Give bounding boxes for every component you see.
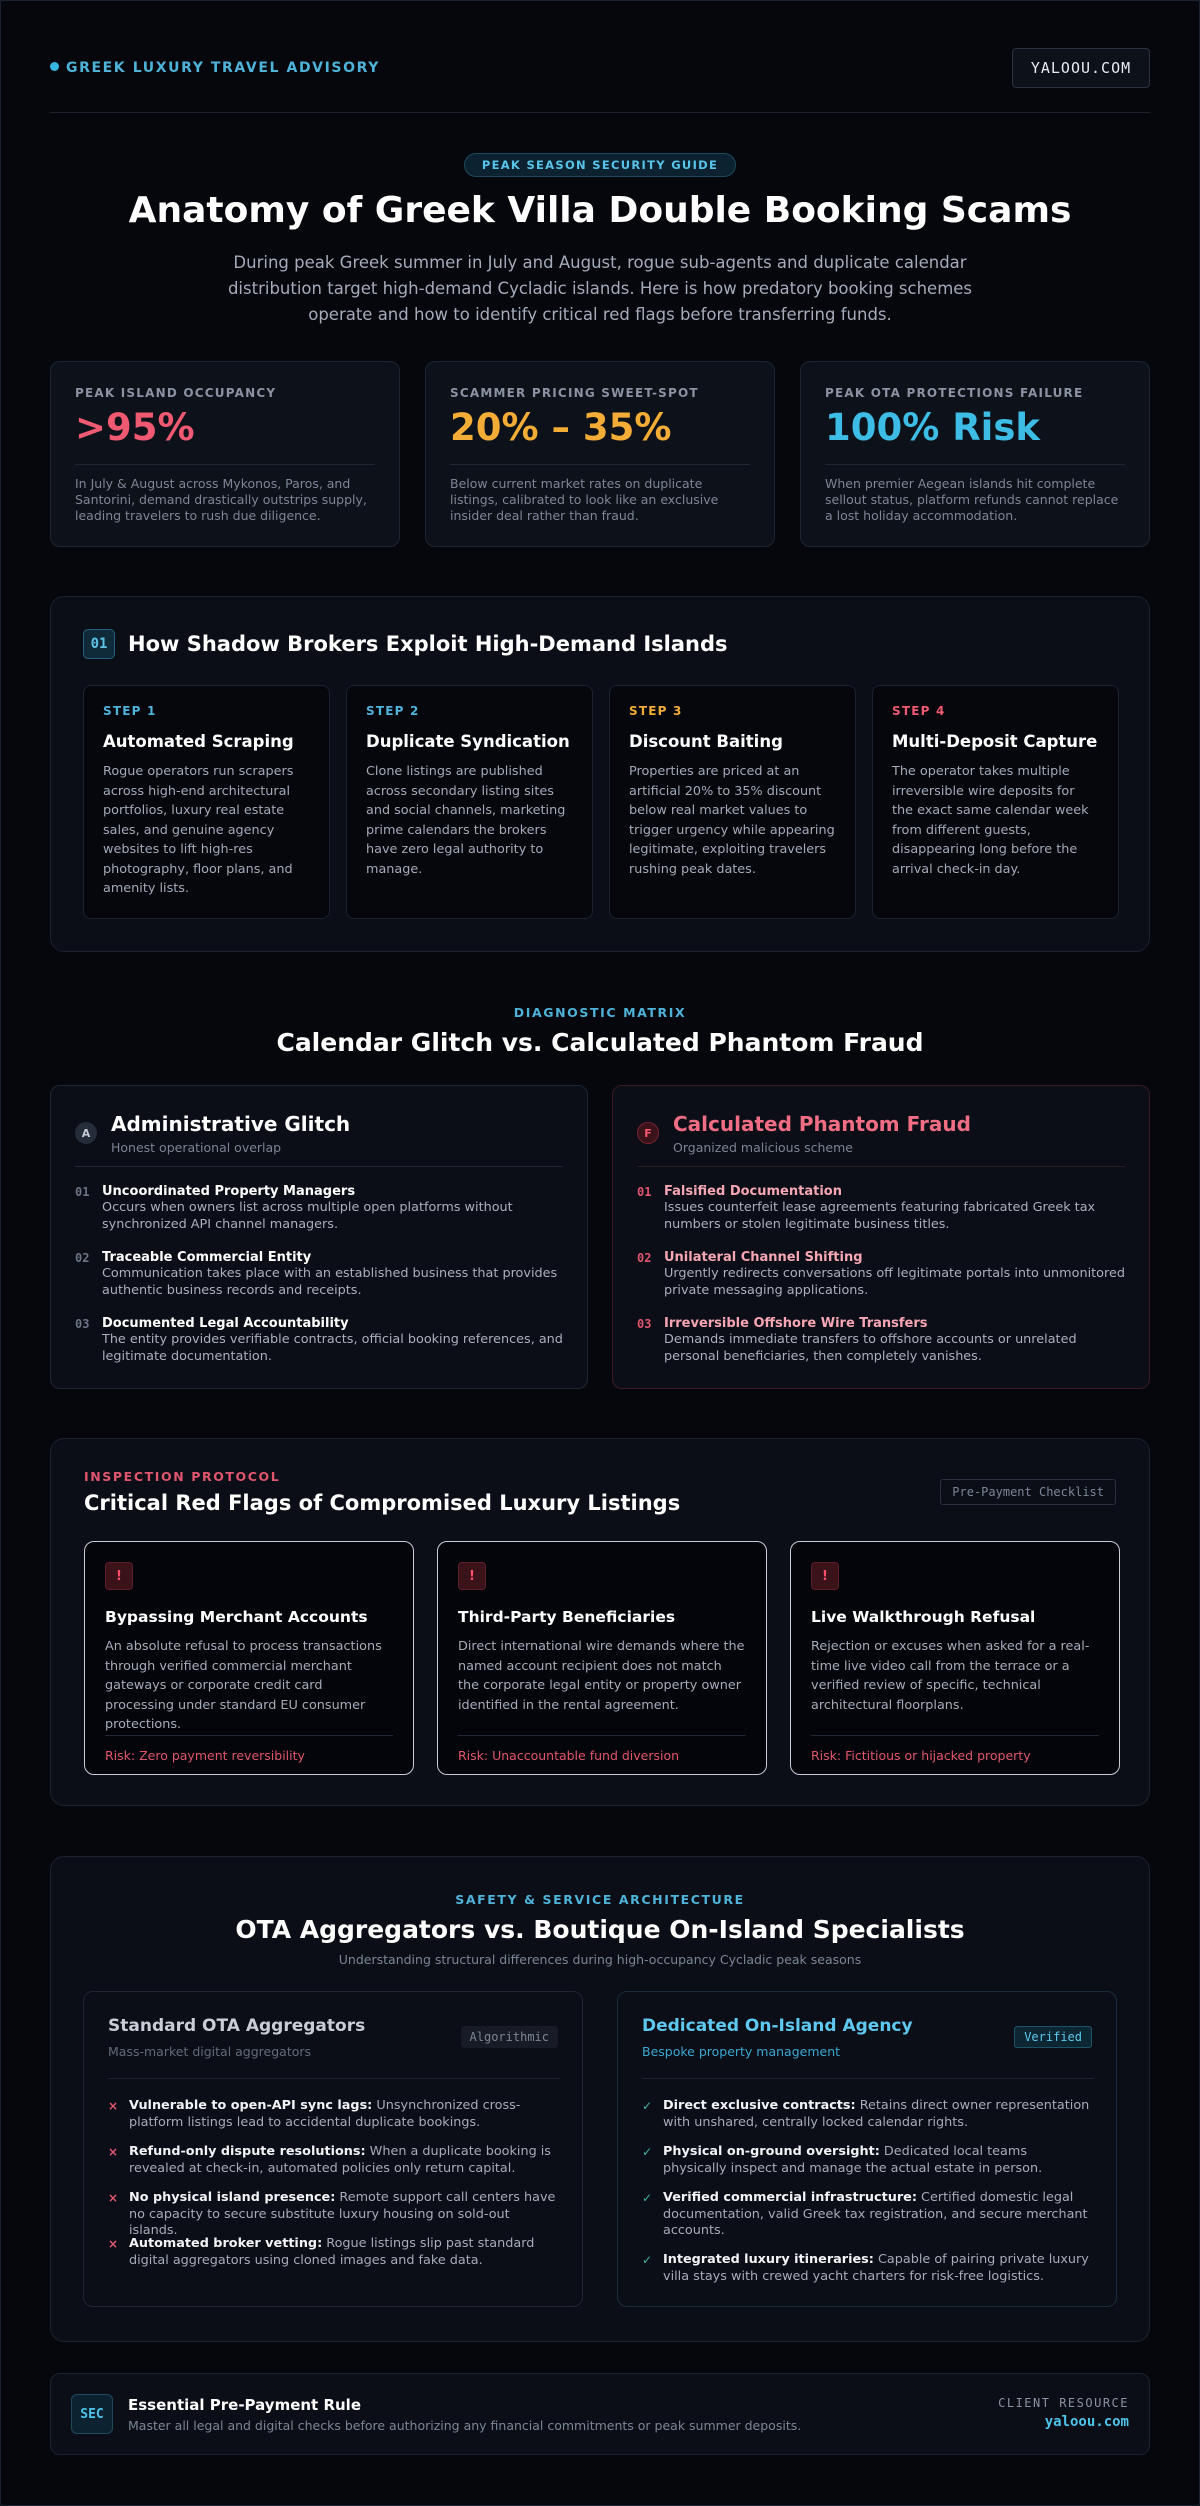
compare-subtitle: Understanding structural differences during high-occupancy Cycladic peak seasons xyxy=(338,1952,862,1967)
item-heading: Verified commercial infrastructure: xyxy=(663,2190,917,2205)
item-heading: Integrated luxury itineraries: xyxy=(663,2252,874,2267)
compare-title: OTA Aggregators vs. Boutique On-Island Specialists xyxy=(235,1915,965,1944)
glitch-subtitle: Honest operational overlap xyxy=(111,1140,282,1155)
close-icon: × xyxy=(108,2237,119,2251)
item-heading: Vulnerable to open-API sync lags: xyxy=(129,2098,373,2113)
step-number: STEP 2 xyxy=(366,704,420,718)
card-divider xyxy=(811,1735,1099,1736)
step-card xyxy=(609,685,856,919)
item-number: 02 xyxy=(75,1251,90,1265)
item-number: 03 xyxy=(75,1317,90,1331)
item-heading: Direct exclusive contracts: xyxy=(663,2098,856,2113)
red-flag-title: Bypassing Merchant Accounts xyxy=(105,1608,368,1626)
close-icon: × xyxy=(108,2191,119,2205)
stat-value: 100% Risk xyxy=(825,406,1040,449)
item-description: Remote support call centers have no capacity to secure substitute luxury housing on sold-out islands. xyxy=(129,2190,556,2238)
red-flag-description: Direct international wire demands where the named account recipient does not match the corporate legal entity or property owner identified in the rental agreement. xyxy=(458,1639,745,1713)
fraud-badge-icon: F xyxy=(637,1122,659,1144)
stat-card-ota-failure xyxy=(800,361,1150,547)
red-flag-description: Rejection or excuses when asked for a real-time live video call from the terrace or a verified review of specific, technical architectural floorplans. xyxy=(811,1639,1090,1713)
item-heading: Falsified Documentation xyxy=(664,1184,842,1199)
item-description: When a duplicate booking is revealed at check-in, automated policies only return capital. xyxy=(129,2144,551,2176)
header-divider xyxy=(50,112,1150,113)
list-item xyxy=(642,2098,1094,2131)
card-divider xyxy=(642,2078,1094,2079)
risk-label: Risk: Unaccountable fund diversion xyxy=(458,1748,680,1763)
page-subtitle: During peak Greek summer in July and August, rogue sub-agents and duplicate calendar distribution target high-demand Cycladic islands. Here is how predatory booking schemes operate and how to identify critical red flags before transferring funds. xyxy=(227,253,973,324)
item-number: 02 xyxy=(637,1251,652,1265)
item-number: 01 xyxy=(75,1185,90,1199)
red-flags-section xyxy=(50,1438,1150,1806)
stat-description: In July & August across Mykonos, Paros, and Santorini, demand drastically outstrips supply, leading travelers to rush due diligence. xyxy=(75,476,367,523)
brand[interactable] xyxy=(50,60,380,76)
footer-title: Essential Pre-Payment Rule xyxy=(128,2396,361,2414)
red-flag-description: An absolute refusal to process transactions through verified commercial merchant gateways or corporate credit card processing under standard EU consumer protections. xyxy=(105,1639,382,1732)
stat-description: Below current market rates on duplicate listings, calibrated to look like an exclusive insider deal rather than fraud. xyxy=(450,476,719,523)
item-number: 01 xyxy=(637,1185,652,1199)
section-title: How Shadow Brokers Exploit High-Demand Islands xyxy=(128,632,728,656)
step-title: Multi-Deposit Capture xyxy=(892,732,1098,751)
red-flag-title: Live Walkthrough Refusal xyxy=(811,1608,1036,1626)
stat-value: 20% – 35% xyxy=(450,406,672,449)
list-item xyxy=(637,1250,1127,1299)
stat-description: When premier Aegean islands hit complete sellout status, platform refunds cannot replace a lost holiday accommodation. xyxy=(825,476,1119,523)
warning-icon: ! xyxy=(811,1562,839,1590)
stat-value: >95% xyxy=(75,406,195,449)
warning-icon: ! xyxy=(105,1562,133,1590)
fraud-card xyxy=(612,1085,1150,1389)
item-description: Dedicated local teams physically inspect and manage the actual estate in person. xyxy=(663,2144,1043,2176)
list-item xyxy=(637,1316,1127,1365)
card-divider xyxy=(108,2078,560,2079)
stat-card-pricing xyxy=(425,361,775,547)
top-bar xyxy=(50,48,1150,88)
fraud-subtitle: Organized malicious scheme xyxy=(673,1140,853,1155)
list-item xyxy=(108,2236,560,2269)
item-description: Issues counterfeit lease agreements featuring fabricated Greek tax numbers or stolen legitimate business titles. xyxy=(664,1200,1096,1232)
stat-divider xyxy=(825,464,1125,465)
ota-tag: Algorithmic xyxy=(461,2026,558,2048)
item-description: Demands immediate transfers to offshore accounts or unrelated personal beneficiaries, then completely vanishes. xyxy=(664,1332,1077,1364)
verified-tag: Verified xyxy=(1014,2026,1092,2048)
card-divider xyxy=(105,1735,393,1736)
risk-label: Risk: Fictitious or hijacked property xyxy=(811,1748,1031,1763)
step-card xyxy=(872,685,1119,919)
step-description: Clone listings are published across secondary listing sites and social channels, marketing prime calendars the brokers have zero legal authority to manage. xyxy=(366,764,566,877)
list-item xyxy=(642,2252,1094,2285)
item-description: Occurs when owners list across multiple open platforms without synchronized API channel managers. xyxy=(102,1200,513,1232)
step-title: Duplicate Syndication xyxy=(366,732,570,751)
site-button[interactable]: YALOOU.COM xyxy=(1012,48,1150,88)
card-divider xyxy=(637,1166,1125,1167)
close-icon: × xyxy=(108,2099,119,2113)
list-item xyxy=(75,1316,565,1365)
close-icon: × xyxy=(108,2145,119,2159)
item-description: Unsynchronized cross-platform listings lead to accidental duplicate bookings. xyxy=(129,2098,521,2130)
brand-label: GREEK LUXURY TRAVEL ADVISORY xyxy=(66,60,380,76)
step-title: Automated Scraping xyxy=(103,732,294,751)
ota-card xyxy=(83,1991,583,2307)
stat-label: PEAK OTA PROTECTIONS FAILURE xyxy=(825,386,1084,400)
item-description: The entity provides verifiable contracts, official booking references, and legitimate documentation. xyxy=(102,1332,563,1364)
card-divider xyxy=(458,1735,746,1736)
list-item xyxy=(637,1184,1127,1233)
exploit-section xyxy=(50,596,1150,952)
item-heading: Irreversible Offshore Wire Transfers xyxy=(664,1316,928,1331)
check-icon: ✓ xyxy=(642,2191,653,2205)
ota-subtitle: Mass-market digital aggregators xyxy=(108,2044,312,2059)
compare-eyebrow: SAFETY & SERVICE ARCHITECTURE xyxy=(455,1892,745,1907)
stat-divider xyxy=(450,464,750,465)
agency-subtitle: Bespoke property management xyxy=(642,2044,841,2059)
step-description: The operator takes multiple irreversible wire deposits for the exact same calendar week from different guests, disappearing long before the arrival check-in day. xyxy=(892,764,1089,877)
glitch-badge-icon: A xyxy=(75,1122,97,1144)
warning-icon: ! xyxy=(458,1562,486,1590)
agency-title: Dedicated On-Island Agency xyxy=(642,2016,913,2036)
list-item xyxy=(108,2098,560,2131)
footer-banner xyxy=(50,2373,1150,2455)
item-description: Communication takes place with an established business that provides authentic business records and receipts. xyxy=(102,1266,558,1298)
check-icon: ✓ xyxy=(642,2099,653,2113)
client-resource-label: CLIENT RESOURCE xyxy=(998,2396,1129,2410)
list-item xyxy=(108,2190,560,2240)
step-number: STEP 1 xyxy=(103,704,157,718)
matrix-eyebrow: DIAGNOSTIC MATRIX xyxy=(513,1005,687,1020)
item-heading: Physical on-ground oversight: xyxy=(663,2144,880,2159)
step-card xyxy=(346,685,593,919)
step-title: Discount Baiting xyxy=(629,732,783,751)
list-item xyxy=(75,1184,565,1233)
fraud-title: Calculated Phantom Fraud xyxy=(673,1112,971,1136)
list-item xyxy=(75,1250,565,1299)
item-description: Retains direct owner representation with unshared, centrally locked calendar rights. xyxy=(663,2098,1090,2130)
glitch-card xyxy=(50,1085,588,1389)
red-flags-eyebrow: INSPECTION PROTOCOL xyxy=(84,1469,281,1484)
stat-label: SCAMMER PRICING SWEET-SPOT xyxy=(450,386,699,400)
page-title: Anatomy of Greek Villa Double Booking Scams xyxy=(128,190,1072,231)
stat-label: PEAK ISLAND OCCUPANCY xyxy=(75,386,277,400)
step-description: Properties are priced at an artificial 20% to 35% discount below real market values to trigger urgency while appearing legitimate, exploiting travelers rushing peak dates. xyxy=(629,764,835,877)
step-number: STEP 4 xyxy=(892,704,946,718)
item-heading: No physical island presence: xyxy=(129,2190,336,2205)
list-item xyxy=(108,2144,560,2177)
item-description: Urgently redirects conversations off legitimate portals into unmonitored private messaging applications. xyxy=(664,1266,1125,1298)
section-number: 01 xyxy=(83,629,115,659)
footer-subtitle: Master all legal and digital checks before authorizing any financial commitments or peak summer deposits. xyxy=(128,2418,802,2433)
glitch-title: Administrative Glitch xyxy=(111,1112,351,1136)
item-heading: Uncoordinated Property Managers xyxy=(102,1184,356,1199)
item-number: 03 xyxy=(637,1317,652,1331)
item-description: Capable of pairing private luxury villa stays with crewed yacht charters for risk-free logistics. xyxy=(663,2252,1089,2284)
red-flags-title: Critical Red Flags of Compromised Luxury Listings xyxy=(84,1491,681,1515)
matrix-title: Calendar Glitch vs. Calculated Phantom Fraud xyxy=(276,1028,924,1057)
card-divider xyxy=(75,1166,563,1167)
agency-card xyxy=(617,1991,1117,2307)
item-heading: Automated broker vetting: xyxy=(129,2236,323,2251)
checklist-tag[interactable]: Pre-Payment Checklist xyxy=(940,1479,1116,1505)
red-flag-card xyxy=(790,1541,1120,1775)
red-flag-card xyxy=(84,1541,414,1775)
item-heading: Documented Legal Accountability xyxy=(102,1316,349,1331)
item-heading: Refund-only dispute resolutions: xyxy=(129,2144,366,2159)
check-icon: ✓ xyxy=(642,2253,653,2267)
brand-dot-icon xyxy=(50,62,59,71)
item-heading: Traceable Commercial Entity xyxy=(102,1250,312,1265)
season-pill: PEAK SEASON SECURITY GUIDE xyxy=(464,153,736,177)
security-icon: SEC xyxy=(71,2394,113,2434)
item-heading: Unilateral Channel Shifting xyxy=(664,1250,863,1265)
step-description: Rogue operators run scrapers across high-end architectural portfolios, luxury real estate sales, and genuine agency websites to lift high-res photography, floor plans, and amenity lists. xyxy=(103,764,294,896)
red-flag-card xyxy=(437,1541,767,1775)
stat-divider xyxy=(75,464,375,465)
step-card xyxy=(83,685,330,919)
ota-title: Standard OTA Aggregators xyxy=(108,2016,366,2036)
check-icon: ✓ xyxy=(642,2145,653,2159)
list-item xyxy=(642,2190,1094,2240)
step-number: STEP 3 xyxy=(629,704,683,718)
stat-card-occupancy xyxy=(50,361,400,547)
red-flag-title: Third-Party Beneficiaries xyxy=(458,1608,676,1626)
list-item xyxy=(642,2144,1094,2177)
item-description: Rogue listings slip past standard digital aggregators using cloned images and fake data. xyxy=(129,2236,535,2268)
risk-label: Risk: Zero payment reversibility xyxy=(105,1748,305,1763)
item-description: Certified domestic legal documentation, valid Greek tax registration, and secure merchant accounts. xyxy=(663,2190,1088,2238)
footer-site-link[interactable]: yalоou.com xyxy=(1044,2414,1129,2430)
